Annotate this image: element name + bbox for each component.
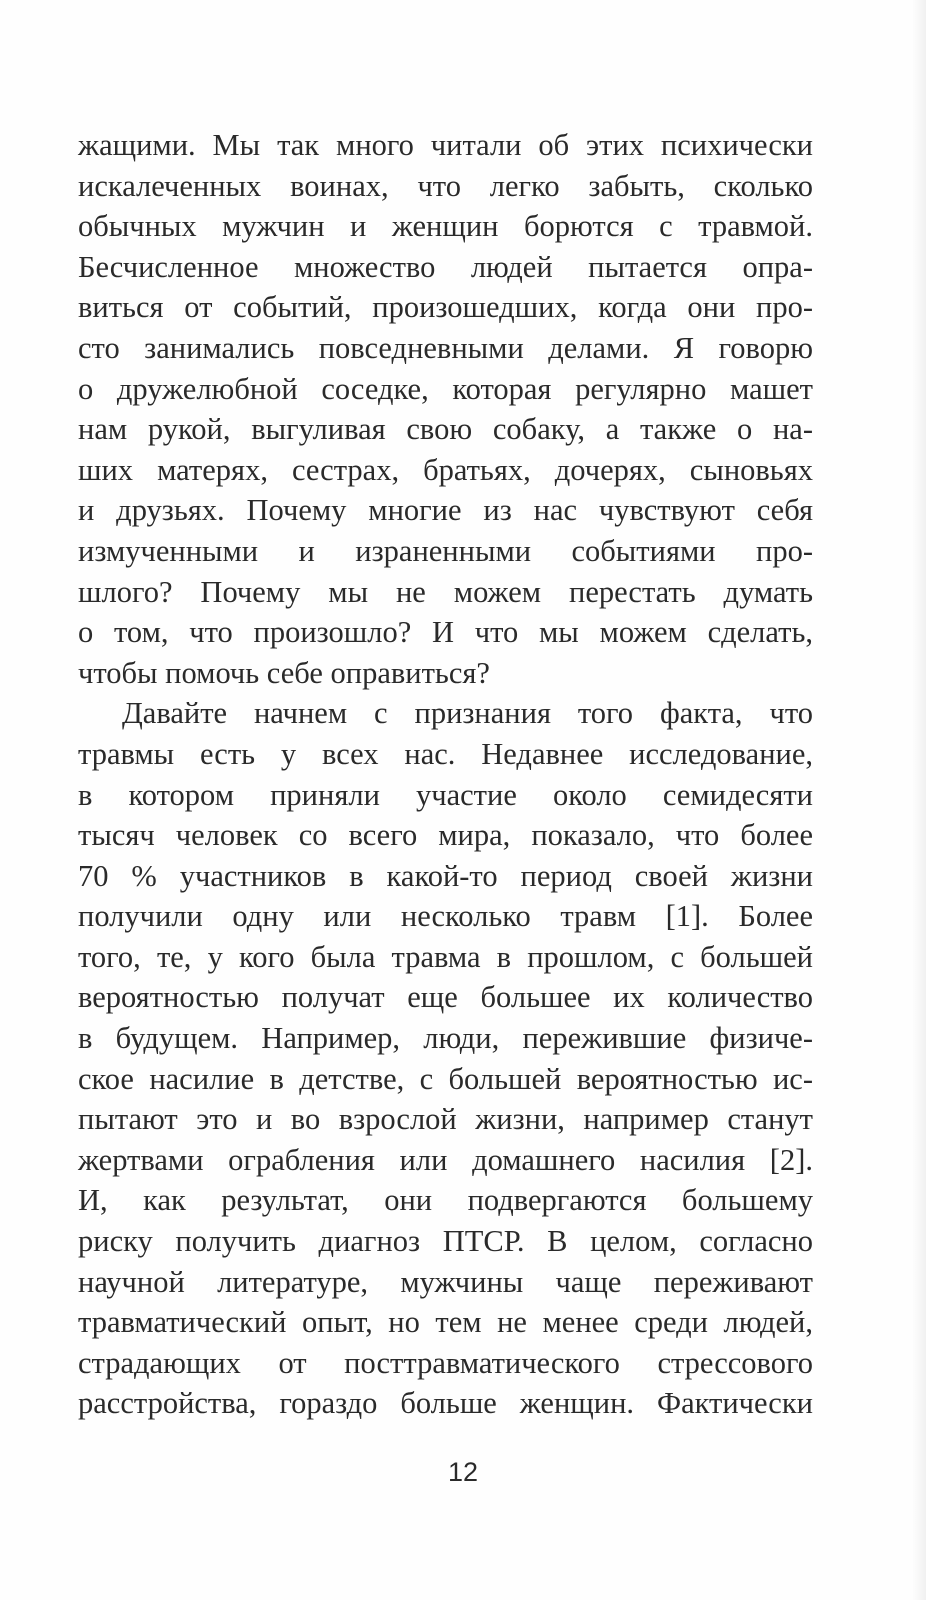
text-line: искалеченных воинах, что легко забыть, сколько <box>78 168 813 203</box>
text-line: травмы есть у всех нас. Недавнее исследование, <box>78 736 813 771</box>
text-line: Бесчисленное множество людей пытается опра- <box>78 249 813 284</box>
text-line: научной литературе, мужчины чаще переживают <box>78 1264 813 1299</box>
text-line: того, те, у кого была травма в прошлом, с большей <box>78 939 813 974</box>
text-line: виться от событий, произошедших, когда они про- <box>78 290 813 325</box>
text-line: страдающих от посттравматического стрессового <box>78 1345 813 1380</box>
text-line: вероятностью получат еще большее их количество <box>78 980 813 1015</box>
page-edge-shadow <box>912 0 926 1600</box>
text-line: сто занимались повседневными делами. Я говорю <box>78 330 813 365</box>
text-line: обычных мужчин и женщин борются с травмой. <box>78 209 813 244</box>
paragraph-end-line: чтобы помочь себе оправиться? <box>78 655 490 690</box>
text-line: о том, что произошло? И что мы можем сделать, <box>78 615 813 650</box>
text-line: шлого? Почему мы не можем перестать думать <box>78 574 813 609</box>
text-line: И, как результат, они подвергаются большему <box>78 1183 813 1218</box>
text-line: пытают это и во взрослой жизни, например станут <box>78 1102 813 1137</box>
text-line: ших матерях, сестрах, братьях, дочерях, сыновьях <box>78 452 813 487</box>
text-line: жащими. Мы так много читали об этих психически <box>78 128 813 162</box>
page-number: 12 <box>447 1457 479 1487</box>
text-line: о дружелюбной соседке, которая регулярно машет <box>78 371 813 406</box>
text-line: тысяч человек со всего мира, показало, что более <box>78 818 813 853</box>
text-line: и друзьях. Почему многие из нас чувствуют себя <box>78 493 813 528</box>
text-line: расстройства, гораздо больше женщин. Фактически <box>78 1386 813 1421</box>
text-line: нам рукой, выгуливая свою собаку, а также о на- <box>78 412 813 447</box>
text-line: получили одну или несколько травм [1]. Более <box>78 899 813 934</box>
text-line: измученными и израненными событиями про- <box>78 533 813 568</box>
text-line: жертвами ограбления или домашнего насилия [2]. <box>78 1142 813 1177</box>
text-line: ское насилие в детстве, с большей вероятностью ис- <box>78 1061 813 1096</box>
body-text <box>78 125 813 1424</box>
text-line: в будущем. Например, люди, пережившие физиче- <box>78 1021 813 1056</box>
text-line: в котором приняли участие около семидесяти <box>78 777 813 812</box>
text-line: травматический опыт, но тем не менее среди людей, <box>78 1305 813 1340</box>
text-line: 70 % участников в какой-то период своей жизни <box>78 858 813 893</box>
paragraph-start-line: Давайте начнем с признания того факта, что <box>122 696 813 731</box>
text-line: риску получить диагноз ПТСР. В целом, согласно <box>78 1224 813 1259</box>
